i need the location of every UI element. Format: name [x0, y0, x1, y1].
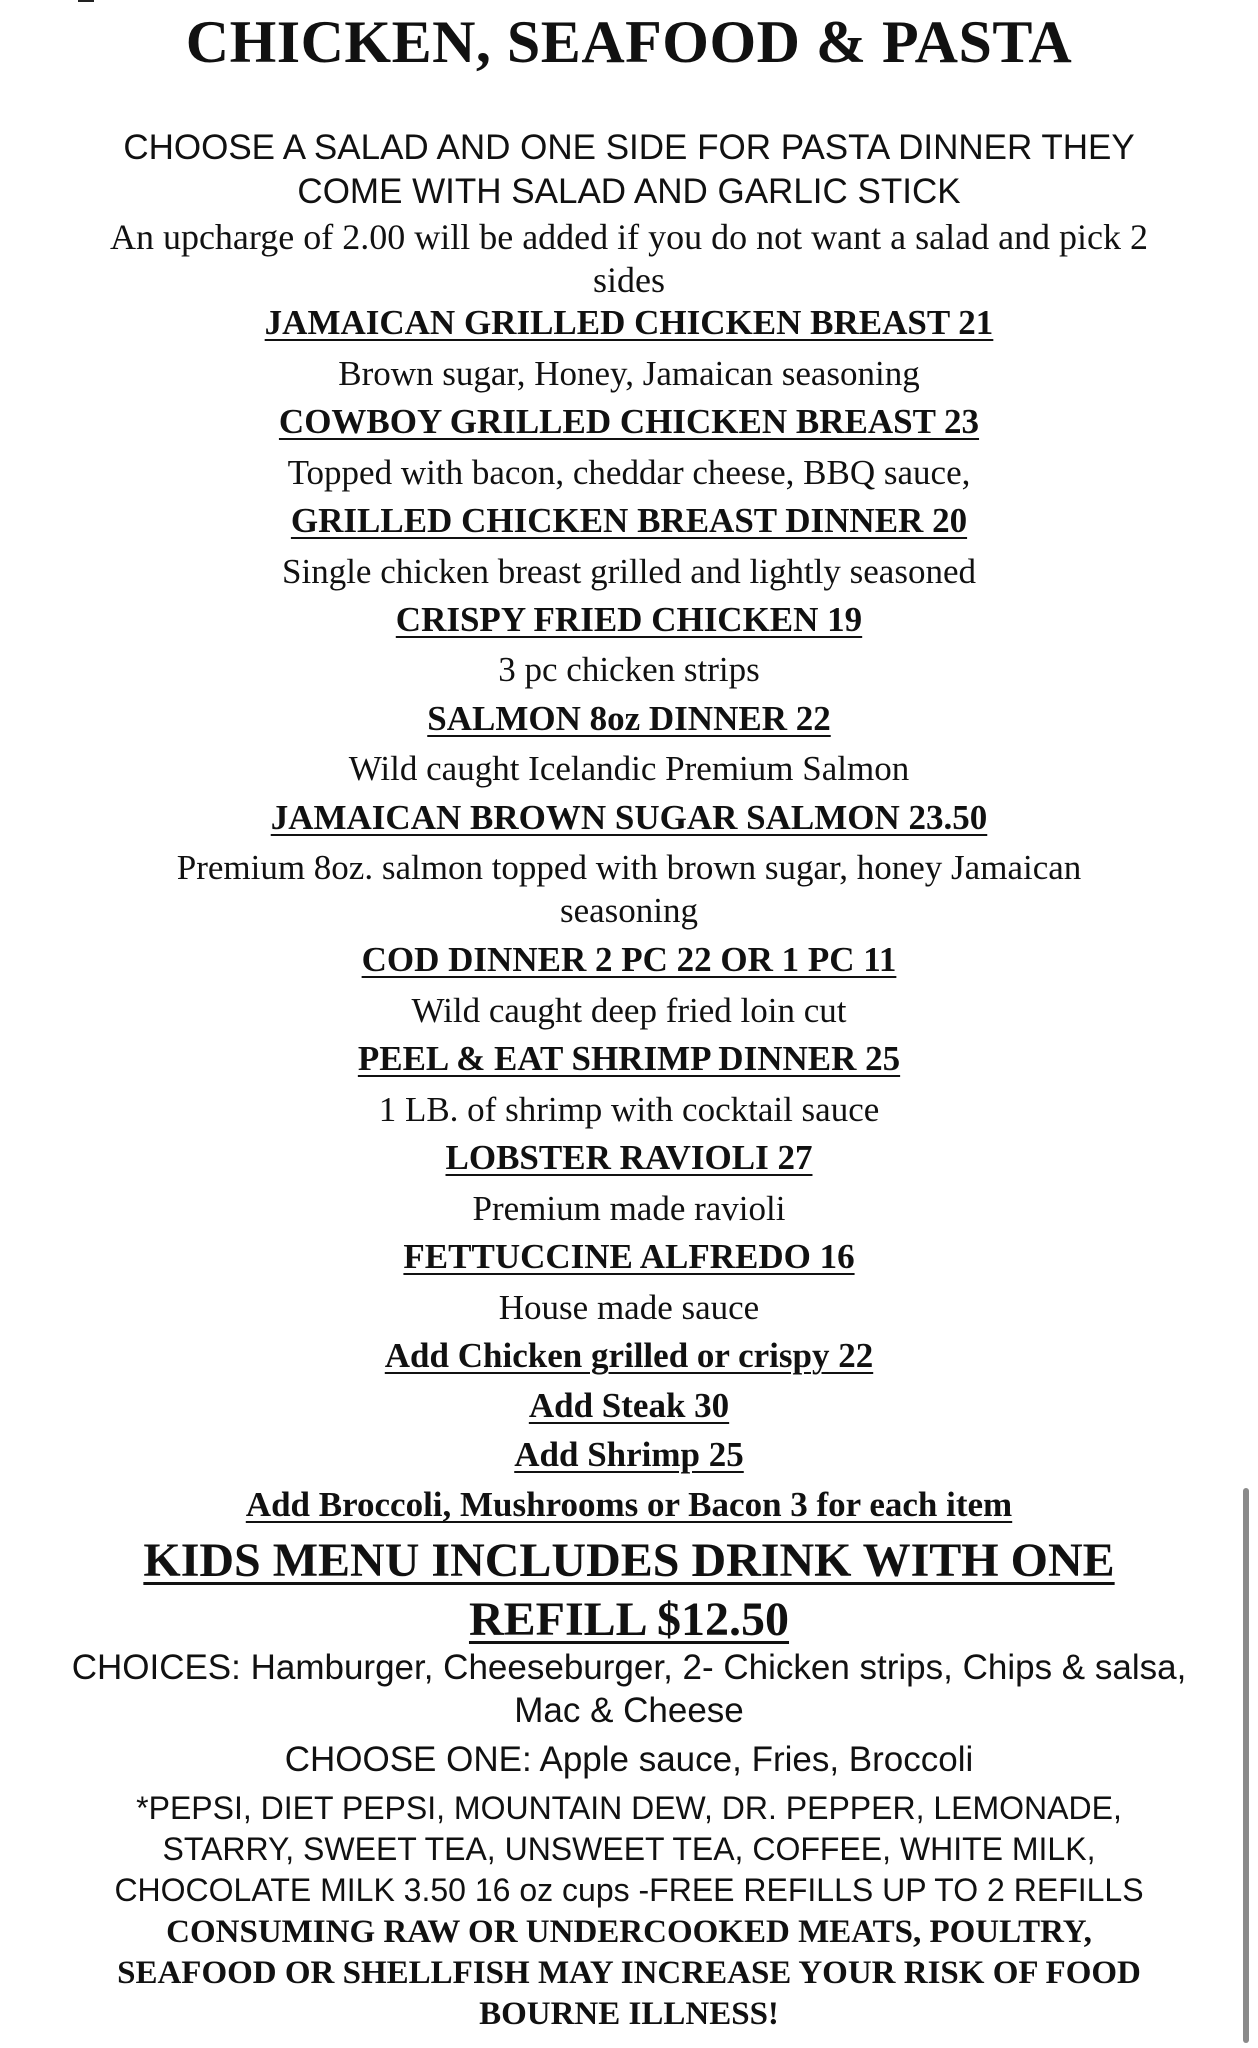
- scrollbar[interactable]: [1243, 1488, 1249, 2043]
- menu-item-desc: Premium made ravioli: [472, 1189, 786, 1228]
- menu-item-name: COWBOY GRILLED CHICKEN BREAST 23: [278, 402, 980, 441]
- food-warning-line-1: CONSUMING RAW OR UNDERCOOKED MEATS, POULTRY,: [166, 1914, 1092, 1950]
- menu-item-desc: House made sauce: [498, 1288, 760, 1327]
- menu-item-name: COD DINNER 2 PC 22 OR 1 PC 11: [361, 940, 897, 979]
- menu-item-name: CRISPY FRIED CHICKEN 19: [395, 600, 863, 639]
- menu-item-desc: Wild caught deep fried loin cut: [411, 991, 847, 1030]
- menu-item-desc: Premium 8oz. salmon topped with brown sugar, honey Jamaican: [176, 848, 1082, 887]
- menu-item-name: PEEL & EAT SHRIMP DINNER 25: [357, 1039, 901, 1078]
- menu-item-name: JAMAICAN GRILLED CHICKEN BREAST 21: [264, 303, 994, 342]
- addon-line: Add Chicken grilled or crispy 22: [384, 1336, 874, 1375]
- addon-line: Add Shrimp 25: [514, 1435, 744, 1474]
- upcharge-line-2: sides: [593, 260, 665, 300]
- drinks-line-2: STARRY, SWEET TEA, UNSWEET TEA, COFFEE, WHITE MILK,: [162, 1831, 1096, 1867]
- food-warning-line-2: SEAFOOD OR SHELLFISH MAY INCREASE YOUR RISK OF FOOD: [117, 1955, 1141, 1991]
- menu-item-desc: 3 pc chicken strips: [498, 650, 760, 689]
- addon-line: Add Steak 30: [528, 1386, 730, 1425]
- intro-line-2: COME WITH SALAD AND GARLIC STICK: [297, 172, 961, 211]
- kids-choose-one: CHOOSE ONE: Apple sauce, Fries, Broccoli: [284, 1740, 974, 1779]
- menu-item-desc: Single chicken breast grilled and lightly seasoned: [282, 552, 976, 591]
- menu-item-name: SALMON 8oz DINNER 22: [427, 699, 831, 738]
- drinks-line-3: CHOCOLATE MILK 3.50 16 oz cups -FREE REFILLS UP TO 2 REFILLS: [114, 1872, 1144, 1908]
- menu-item-desc: Brown sugar, Honey, Jamaican seasoning: [338, 354, 920, 393]
- kids-menu-heading-price: REFILL $12.50: [468, 1593, 790, 1646]
- kids-menu-heading: KIDS MENU INCLUDES DRINK WITH ONE: [143, 1534, 1115, 1587]
- menu-item-desc: Wild caught Icelandic Premium Salmon: [348, 749, 910, 788]
- menu-item-desc: seasoning: [559, 891, 699, 930]
- top-edge-mark: [78, 0, 94, 2]
- drinks-line-1: *PEPSI, DIET PEPSI, MOUNTAIN DEW, DR. PEPPER, LEMONADE,: [136, 1790, 1122, 1826]
- menu-item-name: JAMAICAN BROWN SUGAR SALMON 23.50: [270, 798, 988, 837]
- food-warning-line-3: BOURNE ILLNESS!: [479, 1996, 779, 2032]
- upcharge-line-1: An upcharge of 2.00 will be added if you do not want a salad and pick 2: [109, 217, 1149, 257]
- kids-choices-line-2: Mac & Cheese: [514, 1691, 744, 1730]
- kids-choices-line-1: CHOICES: Hamburger, Cheeseburger, 2- Chicken strips, Chips & salsa,: [71, 1648, 1187, 1687]
- addon-line: Add Broccoli, Mushrooms or Bacon 3 for each item: [245, 1485, 1013, 1524]
- menu-item-name: GRILLED CHICKEN BREAST DINNER 20: [290, 501, 968, 540]
- menu-item-name: LOBSTER RAVIOLI 27: [445, 1138, 813, 1177]
- intro-line-1: CHOOSE A SALAD AND ONE SIDE FOR PASTA DINNER THEY: [123, 128, 1135, 167]
- menu-item-desc: 1 LB. of shrimp with cocktail sauce: [378, 1090, 880, 1129]
- menu-title: CHICKEN, SEAFOOD & PASTA: [185, 9, 1073, 75]
- menu-item-desc: Topped with bacon, cheddar cheese, BBQ sauce,: [287, 453, 971, 492]
- menu-item-name: FETTUCCINE ALFREDO 16: [403, 1237, 855, 1276]
